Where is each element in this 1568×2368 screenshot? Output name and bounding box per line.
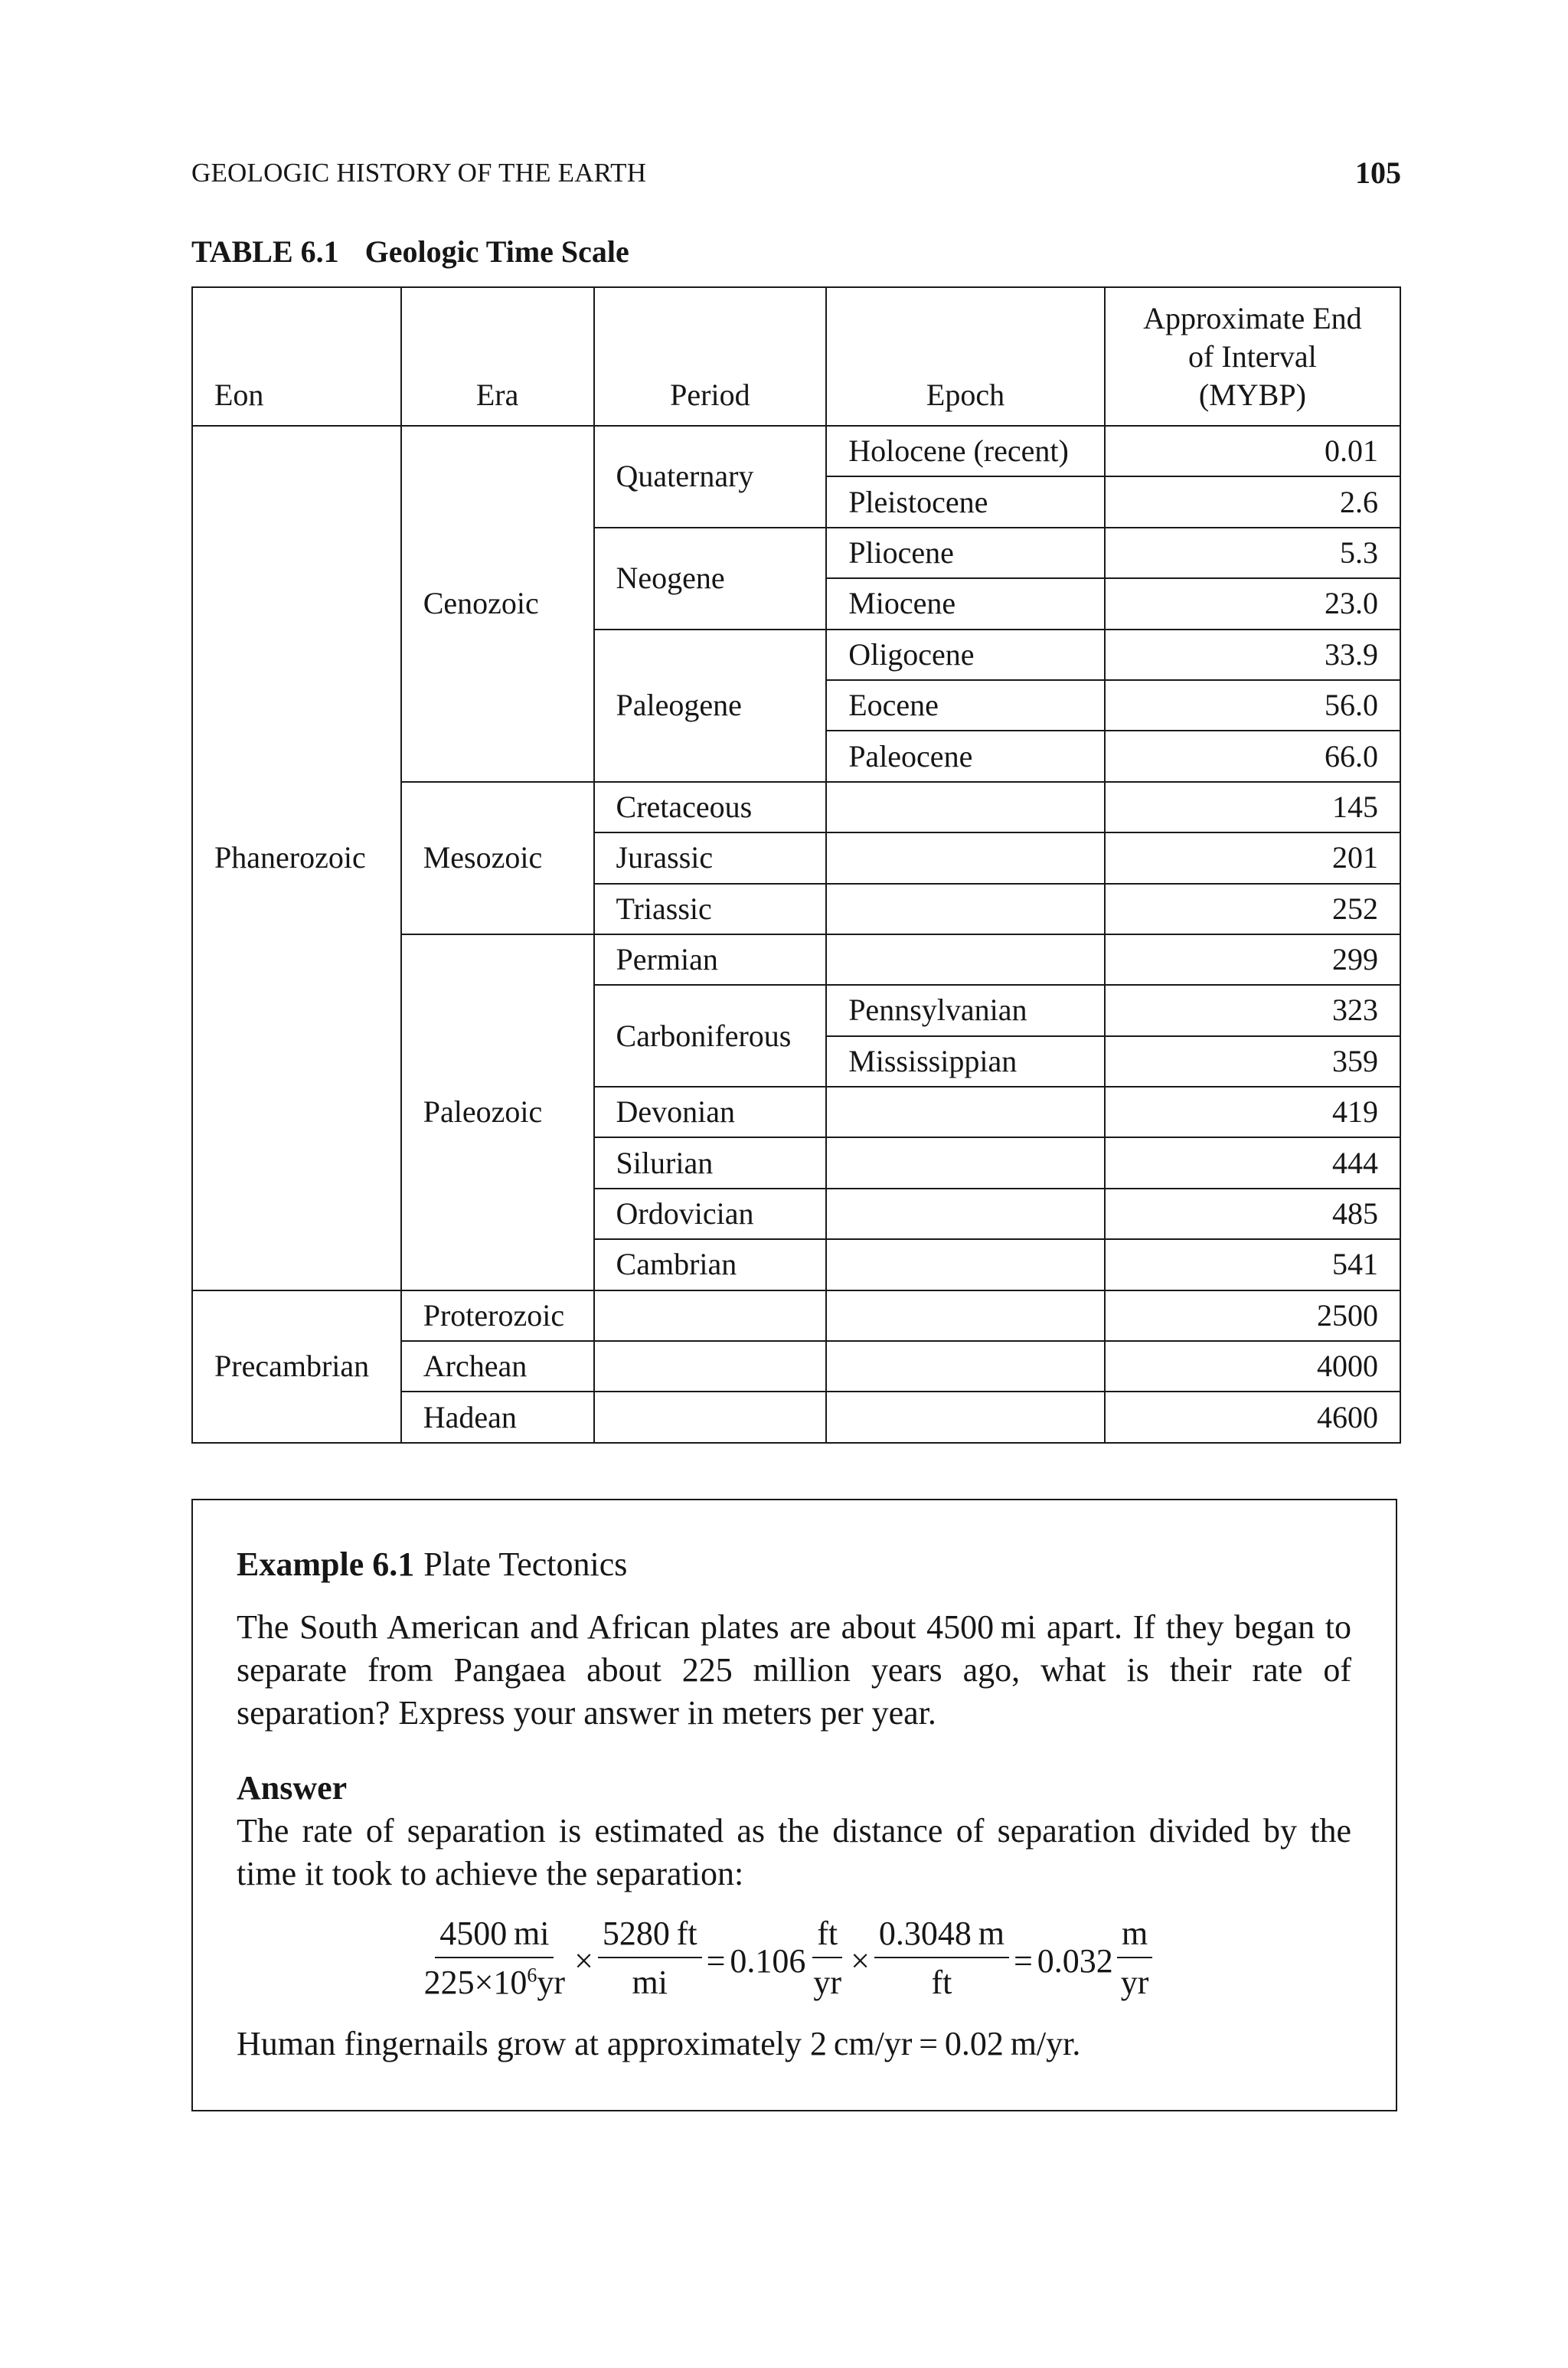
running-header xyxy=(191,155,1401,193)
end-value-cell: 145 xyxy=(1105,782,1400,832)
header-period: Period xyxy=(594,287,827,426)
period-cell: Devonian xyxy=(594,1087,827,1137)
period-cell: Cambrian xyxy=(594,1239,827,1290)
end-value-cell: 252 xyxy=(1105,884,1400,934)
header-era: Era xyxy=(401,287,594,426)
end-value-cell: 299 xyxy=(1105,934,1400,985)
denominator-base: 225×10 xyxy=(423,1964,528,2001)
end-value-cell: 4600 xyxy=(1105,1392,1400,1442)
epoch-cell: Holocene (recent) xyxy=(826,426,1105,476)
fraction-numerator: 5280 ft xyxy=(598,1917,702,1958)
table-caption xyxy=(191,234,629,270)
period-cell: Cretaceous xyxy=(594,782,827,832)
epoch-cell-empty xyxy=(826,1239,1105,1290)
running-title: GEOLOGIC HISTORY OF THE EARTH xyxy=(191,158,647,188)
eon-cell: Phanerozoic xyxy=(192,426,401,1290)
equals-operator: = xyxy=(1013,1942,1033,1980)
epoch-cell-empty xyxy=(826,832,1105,883)
example-content xyxy=(237,1543,1351,2065)
epoch-cell: Mississippian xyxy=(826,1036,1105,1087)
era-cell: Proterozoic xyxy=(401,1290,594,1341)
fraction-denominator: yr xyxy=(813,1964,842,2001)
example-box xyxy=(191,1499,1397,2111)
end-value-cell: 323 xyxy=(1105,985,1400,1035)
page-number: 105 xyxy=(1355,155,1401,190)
times-operator: × xyxy=(574,1942,593,1980)
epoch-cell: Pleistocene xyxy=(826,476,1105,527)
end-value-cell: 4000 xyxy=(1105,1341,1400,1392)
end-value-cell: 485 xyxy=(1105,1189,1400,1239)
end-value-cell: 56.0 xyxy=(1105,680,1400,731)
epoch-cell: Oligocene xyxy=(826,630,1105,680)
example-label: Example 6.1 xyxy=(237,1545,415,1583)
epoch-cell-empty xyxy=(826,1087,1105,1137)
epoch-cell-empty xyxy=(826,934,1105,985)
epoch-cell-empty xyxy=(826,1392,1105,1442)
era-cell: Cenozoic xyxy=(401,426,594,782)
header-end-line2: of Interval xyxy=(1188,339,1317,374)
era-cell: Archean xyxy=(401,1341,594,1392)
epoch-cell-empty xyxy=(826,1189,1105,1239)
fraction-distance-over-time xyxy=(420,1917,570,2000)
header-epoch: Epoch xyxy=(826,287,1105,426)
fraction-numerator: 4500 mi xyxy=(435,1917,554,1958)
eon-cell: Precambrian xyxy=(192,1290,401,1443)
end-value-cell: 541 xyxy=(1105,1239,1400,1290)
closing-text: Human fingernails grow at approximately 2 cm/yr = 0.02 m/yr. xyxy=(237,2025,1081,2062)
epoch-cell-empty xyxy=(826,1290,1105,1341)
header-end-of-interval xyxy=(1105,287,1400,426)
fraction-meters-per-foot xyxy=(874,1917,1009,2000)
epoch-cell: Eocene xyxy=(826,680,1105,731)
period-cell: Neogene xyxy=(594,528,827,630)
result-value: 0.032 xyxy=(1037,1942,1113,1980)
era-cell: Hadean xyxy=(401,1392,594,1442)
example-name: Plate Tectonics xyxy=(423,1545,628,1583)
end-value-cell: 2500 xyxy=(1105,1290,1400,1341)
table-row xyxy=(192,1290,1400,1341)
era-cell: Paleozoic xyxy=(401,934,594,1290)
end-value-cell: 23.0 xyxy=(1105,578,1400,629)
period-cell-empty xyxy=(594,1341,827,1392)
fraction-numerator: 0.3048 m xyxy=(874,1917,1009,1958)
epoch-cell: Paleocene xyxy=(826,731,1105,781)
end-value-cell: 201 xyxy=(1105,832,1400,883)
fraction-denominator: ft xyxy=(931,1964,952,2001)
period-cell-empty xyxy=(594,1290,827,1341)
example-problem-text: The South American and African plates are about 4500 mi apart. If they began to separate from Pangaea about 225 million years ago, what is their rate of separation? Express your answer in meters per year. xyxy=(237,1608,1351,1732)
end-value-cell: 444 xyxy=(1105,1137,1400,1188)
end-value-cell: 419 xyxy=(1105,1087,1400,1137)
epoch-cell-empty xyxy=(826,1137,1105,1188)
epoch-cell: Pennsylvanian xyxy=(826,985,1105,1035)
answer-heading: Answer xyxy=(237,1769,348,1807)
epoch-cell-empty xyxy=(826,1341,1105,1392)
end-value-cell: 359 xyxy=(1105,1036,1400,1087)
table-caption-label: TABLE 6.1 xyxy=(191,234,339,269)
fraction-numerator: m xyxy=(1117,1917,1152,1958)
period-cell: Quaternary xyxy=(594,426,827,528)
intermediate-value: 0.106 xyxy=(730,1942,806,1980)
equals-operator: = xyxy=(706,1942,726,1980)
fraction-denominator: mi xyxy=(632,1964,668,2001)
fraction-numerator: ft xyxy=(812,1917,842,1958)
period-cell: Jurassic xyxy=(594,832,827,883)
end-value-cell: 66.0 xyxy=(1105,731,1400,781)
fraction-meters-per-year xyxy=(1116,1917,1154,2000)
denominator-unit: yr xyxy=(537,1964,566,2001)
header-end-line3: (MYBP) xyxy=(1198,378,1306,412)
period-cell: Ordovician xyxy=(594,1189,827,1239)
period-cell-empty xyxy=(594,1392,827,1442)
period-cell: Triassic xyxy=(594,884,827,934)
header-end-line1: Approximate End xyxy=(1143,301,1362,335)
denominator-exponent: 6 xyxy=(527,1964,537,1987)
example-heading xyxy=(237,1543,1351,1586)
table-header-row xyxy=(192,287,1400,426)
answer-text: The rate of separation is estimated as the distance of separation divided by the time it took to achieve the separation: xyxy=(237,1812,1351,1892)
period-cell: Permian xyxy=(594,934,827,985)
epoch-cell: Pliocene xyxy=(826,528,1105,578)
fraction-denominator xyxy=(420,1958,570,2000)
header-eon: Eon xyxy=(192,287,401,426)
rate-equation xyxy=(221,1917,1351,2000)
geologic-time-scale-table xyxy=(191,286,1401,1444)
epoch-cell-empty xyxy=(826,884,1105,934)
epoch-cell-empty xyxy=(826,782,1105,832)
fraction-feet-per-mile xyxy=(598,1917,702,2000)
period-cell: Silurian xyxy=(594,1137,827,1188)
end-value-cell: 2.6 xyxy=(1105,476,1400,527)
end-value-cell: 0.01 xyxy=(1105,426,1400,476)
end-value-cell: 5.3 xyxy=(1105,528,1400,578)
times-operator: × xyxy=(851,1942,870,1980)
era-cell: Mesozoic xyxy=(401,782,594,934)
fraction-denominator: yr xyxy=(1120,1964,1149,2001)
epoch-cell: Miocene xyxy=(826,578,1105,629)
table-row xyxy=(192,426,1400,476)
period-cell: Carboniferous xyxy=(594,985,827,1087)
table-caption-title: Geologic Time Scale xyxy=(364,234,629,269)
fraction-feet-per-year xyxy=(808,1917,846,2000)
period-cell: Paleogene xyxy=(594,630,827,782)
end-value-cell: 33.9 xyxy=(1105,630,1400,680)
